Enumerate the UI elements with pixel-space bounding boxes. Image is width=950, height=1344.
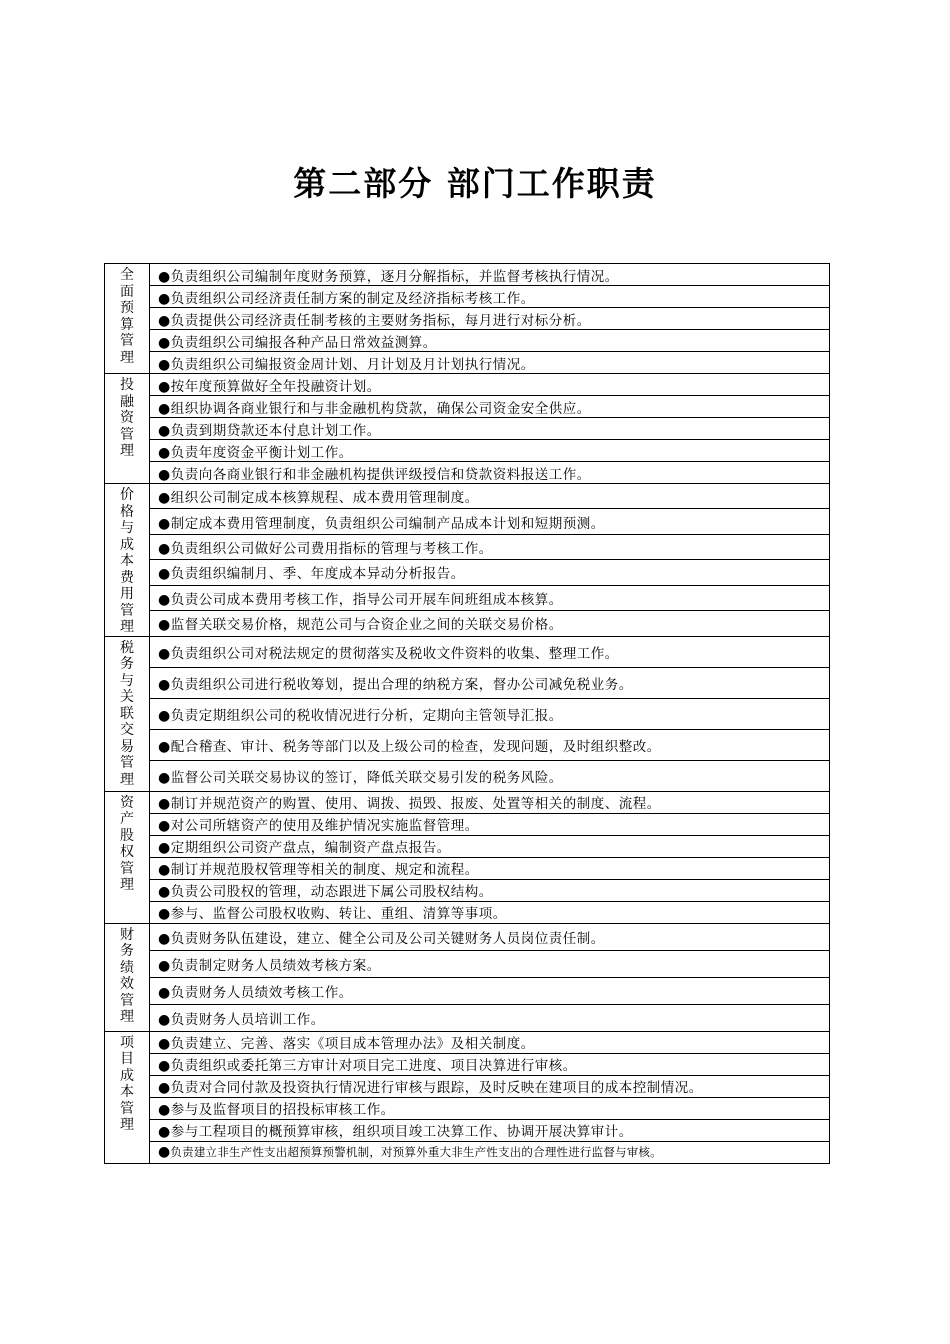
duty-text: 监督关联交易价格，规范公司与合资企业之间的关联交易价格。 [170, 617, 563, 634]
duty-cell [150, 418, 830, 440]
duty-table [104, 263, 830, 1164]
duty-cell [150, 1031, 830, 1053]
duty-text: 负责向各商业银行和非金融机构提供评级授信和贷款资料报送工作。 [170, 466, 591, 483]
bullet-icon: ● [158, 591, 171, 608]
bullet-icon: ● [158, 707, 171, 724]
duty-cell [150, 374, 830, 396]
table-row [105, 879, 830, 901]
table-row [105, 1075, 830, 1097]
bullet-icon: ● [158, 268, 171, 285]
bullet-icon: ● [158, 862, 171, 878]
bullet-icon: ● [158, 422, 171, 439]
table-row [105, 418, 830, 440]
category-cell [105, 374, 150, 484]
duty-cell [150, 879, 830, 901]
category-label: 价格与成本费用管理 [120, 487, 134, 635]
table-row [105, 1119, 830, 1141]
table-row [105, 1004, 830, 1031]
table-row [105, 667, 830, 698]
table-row [105, 729, 830, 760]
duty-text: 负责定期组织公司的税收情况进行分析，定期向主管领导汇报。 [170, 707, 563, 724]
table-row [105, 901, 830, 923]
duty-table-body [105, 264, 830, 1164]
category-label: 投融资管理 [120, 377, 134, 459]
table-row [105, 440, 830, 462]
table-row [105, 484, 830, 509]
duty-text: 组织协调各商业银行和与非金融机构贷款，确保公司资金安全供应。 [170, 400, 591, 417]
duty-cell [150, 923, 830, 950]
duty-cell [150, 1075, 830, 1097]
bullet-icon: ● [158, 1058, 171, 1074]
table-row [105, 396, 830, 418]
table-row [105, 835, 830, 857]
duty-cell [150, 813, 830, 835]
bullet-icon: ● [158, 400, 171, 417]
bullet-icon: ● [158, 676, 171, 693]
bullet-icon: ● [158, 796, 171, 812]
duty-text: 负责组织公司编报各种产品日常效益测算。 [170, 334, 437, 351]
duty-text: 负责组织公司做好公司费用指标的管理与考核工作。 [170, 541, 493, 558]
duty-cell [150, 264, 830, 286]
duty-cell [150, 1119, 830, 1141]
bullet-icon: ● [158, 444, 171, 461]
table-row [105, 977, 830, 1004]
duty-text: 负责组织公司经济责任制方案的制定及经济指标考核工作。 [170, 290, 535, 307]
table-row [105, 1053, 830, 1075]
category-cell [105, 484, 150, 637]
bullet-icon: ● [158, 1102, 171, 1118]
duty-cell [150, 1053, 830, 1075]
duty-cell [150, 462, 830, 484]
bullet-icon: ● [158, 312, 171, 329]
category-label: 税务与关联交易管理 [120, 639, 134, 788]
bullet-icon: ● [158, 1011, 171, 1028]
category-cell [105, 923, 150, 1031]
duty-text: 负责组织公司编制年度财务预算，逐月分解指标，并监督考核执行情况。 [170, 268, 619, 285]
bullet-icon: ● [158, 769, 171, 786]
duty-cell [150, 1097, 830, 1119]
duty-text: 监督公司关联交易协议的签订，降低关联交易引发的税务风险。 [170, 769, 563, 786]
duty-cell [150, 560, 830, 585]
bullet-icon: ● [158, 738, 171, 755]
duty-text: 负责组织公司进行税收筹划，提出合理的纳税方案，督办公司减免税业务。 [170, 676, 633, 693]
table-row [105, 1141, 830, 1163]
table-row [105, 791, 830, 813]
bullet-icon: ● [158, 490, 171, 507]
table-row [105, 286, 830, 308]
duty-cell [150, 636, 830, 667]
table-row [105, 636, 830, 667]
duty-cell [150, 857, 830, 879]
page-title: 第二部分 部门工作职责 [293, 164, 657, 203]
duty-text: 参与、监督公司股权收购、转让、重组、清算等事项。 [170, 906, 507, 922]
category-cell [105, 636, 150, 791]
duty-text: 对公司所辖资产的使用及维护情况实施监督管理。 [170, 818, 479, 834]
duty-cell [150, 509, 830, 534]
duty-cell [150, 611, 830, 636]
duty-text: 制订并规范资产的购置、使用、调拨、损毁、报废、处置等相关的制度、流程。 [170, 796, 661, 812]
duty-cell [150, 835, 830, 857]
table-row [105, 698, 830, 729]
bullet-icon: ● [158, 818, 171, 834]
duty-text: 负责财务队伍建设，建立、健全公司及公司关键财务人员岗位责任制。 [170, 930, 605, 947]
table-row [105, 760, 830, 791]
duty-cell [150, 1004, 830, 1031]
category-cell [105, 1031, 150, 1163]
category-label: 资产股权管理 [120, 794, 134, 893]
duty-text: 参与及监督项目的招投标审核工作。 [170, 1102, 395, 1118]
bullet-icon: ● [158, 930, 171, 947]
duty-cell [150, 534, 830, 559]
duty-text: 负责财务人员绩效考核工作。 [170, 984, 353, 1001]
duty-cell [150, 308, 830, 330]
table-row [105, 374, 830, 396]
duty-text: 组织公司制定成本核算规程、成本费用管理制度。 [170, 490, 479, 507]
table-row [105, 308, 830, 330]
duty-text: 负责公司股权的管理，动态跟进下属公司股权结构。 [170, 884, 493, 900]
category-cell [105, 264, 150, 374]
duty-cell [150, 760, 830, 791]
category-cell [105, 791, 150, 923]
bullet-icon: ● [158, 466, 171, 483]
bullet-icon: ● [158, 906, 171, 922]
table-row [105, 585, 830, 610]
duty-text: 负责组织编制月、季、年度成本异动分析报告。 [170, 566, 465, 583]
duty-cell [150, 791, 830, 813]
bullet-icon: ● [158, 1036, 171, 1052]
category-label: 全面预算管理 [120, 267, 134, 366]
duty-cell [150, 585, 830, 610]
duty-text: 配合稽查、审计、税务等部门以及上级公司的检查，发现问题，及时组织整改。 [170, 738, 661, 755]
bullet-icon: ● [158, 290, 171, 307]
duty-text: 按年度预算做好全年投融资计划。 [170, 378, 381, 395]
category-label: 项目成本管理 [120, 1034, 134, 1133]
bullet-icon: ● [158, 1080, 171, 1096]
duty-cell [150, 484, 830, 509]
duty-text: 负责组织公司对税法规定的贯彻落实及税收文件资料的收集、整理工作。 [170, 645, 619, 662]
table-row [105, 509, 830, 534]
bullet-icon: ● [158, 378, 171, 395]
duty-text: 负责制定财务人员绩效考核方案。 [170, 957, 381, 974]
table-row [105, 330, 830, 352]
duty-cell [150, 1141, 830, 1163]
bullet-icon: ● [158, 645, 171, 662]
duty-cell [150, 352, 830, 374]
table-row [105, 923, 830, 950]
table-row [105, 462, 830, 484]
table-row [105, 611, 830, 636]
duty-cell [150, 396, 830, 418]
duty-cell [150, 729, 830, 760]
bullet-icon: ● [158, 334, 171, 351]
duty-text: 制订并规范股权管理等相关的制度、规定和流程。 [170, 862, 479, 878]
duty-text: 负责到期贷款还本付息计划工作。 [170, 422, 381, 439]
bullet-icon: ● [158, 617, 171, 634]
bullet-icon: ● [158, 356, 171, 373]
duty-text: 负责组织公司编报资金周计划、月计划及月计划执行情况。 [170, 356, 535, 373]
duty-text: 负责组织或委托第三方审计对项目完工进度、项目决算进行审核。 [170, 1058, 577, 1074]
bullet-icon: ● [158, 1124, 171, 1140]
duty-text: 负责年度资金平衡计划工作。 [170, 444, 353, 461]
duty-text: 负责提供公司经济责任制考核的主要财务指标，每月进行对标分析。 [170, 312, 591, 329]
bullet-icon: ● [158, 541, 171, 558]
duty-text: 参与工程项目的概预算审核，组织项目竣工决算工作、协调开展决算审计。 [170, 1124, 633, 1140]
bullet-icon: ● [158, 957, 171, 974]
duty-text: 负责财务人员培训工作。 [170, 1011, 325, 1028]
table-row [105, 534, 830, 559]
table-row [105, 1097, 830, 1119]
duty-text: 负责建立非生产性支出超预算预警机制，对预算外重大非生产性支出的合理性进行监督与审核。 [170, 1145, 662, 1159]
duty-cell [150, 667, 830, 698]
table-row [105, 560, 830, 585]
duty-cell [150, 330, 830, 352]
duty-cell [150, 977, 830, 1004]
bullet-icon: ● [158, 984, 171, 1001]
table-row [105, 857, 830, 879]
duty-text: 定期组织公司资产盘点，编制资产盘点报告。 [170, 840, 451, 856]
duty-cell [150, 286, 830, 308]
table-row [105, 813, 830, 835]
duty-text: 负责建立、完善、落实《项目成本管理办法》及相关制度。 [170, 1036, 535, 1052]
bullet-icon: ● [158, 515, 171, 532]
table-row [105, 950, 830, 977]
table-row [105, 352, 830, 374]
duty-cell [150, 950, 830, 977]
table-row [105, 264, 830, 286]
bullet-icon: ● [158, 566, 171, 583]
table-row [105, 1031, 830, 1053]
bullet-icon: ● [158, 840, 171, 856]
duty-text: 制定成本费用管理制度，负责组织公司编制产品成本计划和短期预测。 [170, 515, 605, 532]
bullet-icon: ● [158, 884, 171, 900]
category-label: 财务绩效管理 [120, 926, 134, 1025]
duty-text: 负责对合同付款及投资执行情况进行审核与跟踪，及时反映在建项目的成本控制情况。 [170, 1080, 703, 1096]
duty-cell [150, 698, 830, 729]
bullet-icon: ● [158, 1144, 171, 1160]
duty-text: 负责公司成本费用考核工作，指导公司开展车间班组成本核算。 [170, 591, 563, 608]
duty-cell [150, 901, 830, 923]
duty-cell [150, 440, 830, 462]
